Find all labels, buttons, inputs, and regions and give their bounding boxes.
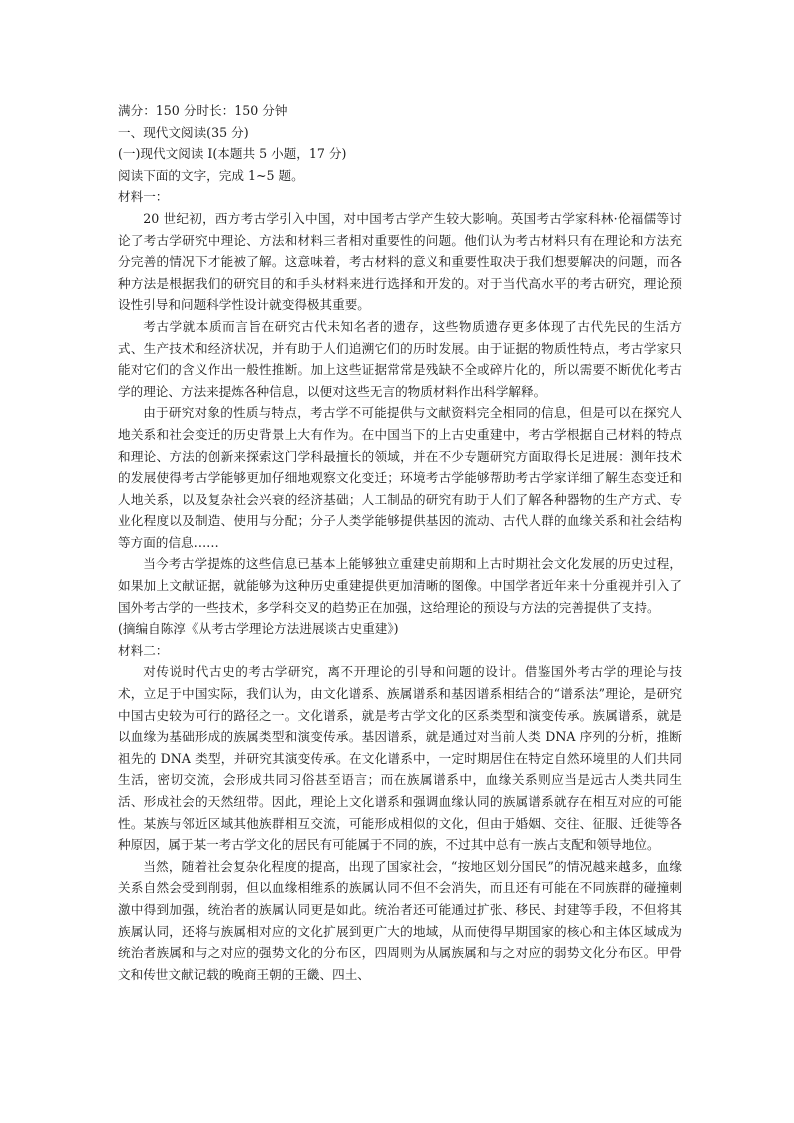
material-one-label: 材料一： [118, 189, 169, 205]
reading-instruction: 阅读下面的文字，完成 1~5 题。 [118, 167, 304, 183]
material-one-source: (摘编自陈淳《从考古学理论方法进展谈古史重建》) [118, 621, 399, 637]
score-time-line: 满分：150 分时长：150 分钟 [118, 103, 288, 118]
material-one-paragraph-1: 20 世纪初，西方考古学引入中国，对中国考古学产生较大影响。英国考古学家科林·伦福儒等讨论了考古学研究中理论、方法和材料三者相对重要性的问题。他们认为考古材料只有在理论和方法充分完善的情况下才能被了解。这意味着，考古材料的意义和重要性取决于我们想要解决的问题，而各种方法是根据我们的研究目的和手头材料来进行选择和开发的。对于当代高水平的考古研究，理论预设性引导和问题科学性设计就变得极其重要。 [118, 210, 682, 313]
material-two-label: 材料二： [118, 642, 169, 658]
material-one-paragraph-4: 当今考古学提炼的这些信息已基本上能够独立重建史前期和上古时期社会文化发展的历史过程，如果加上文献证据，就能够为这种历史重建提供更加清晰的图像。中国学者近年来十分重视并引入了国外考古学的一些技术，多学科交叉的趋势正在加强，这给理论的预设与方法的完善提供了支持。 [118, 556, 682, 615]
material-two-paragraph-1: 对传说时代古史的考古学研究，离不开理论的引导和问题的设计。借鉴国外考古学的理论与技术，立足于中国实际，我们认为，由文化谱系、族属谱系和基因谱系相结合的“谱系法”理论，是研究中国古史较为可行的路径之一。文化谱系，就是考古学文化的区系类型和演变传承。族属谱系，就是以血缘为基础形成的族属类型和演变传承。基因谱系，就是通过对当前人类 DNA 序列的分析，推断祖先的 DNA 类型，并研究其演变传承。在文化谱系中，一定时期居住在特定自然环境里的人们共同生活，密切交流，会形成共同习俗甚至语言；而在族属谱系中，血缘关系则应当是远古人类共同生活、形成社会的天然纽带。因此，理论上文化谱系和强调血缘认同的族属谱系就存在相互对应的可能性。某族与邻近区域其他族群相互交流，可能形成相似的文化，但由于婚姻、交往、征服、迁徙等各种原因，属于某一考古学文化的居民有可能属于不同的族，不过其中总有一族占支配和领导地位。 [118, 664, 682, 853]
material-two-paragraph-2: 当然，随着社会复杂化程度的提高，出现了国家社会，“按地区划分国民”的情况越来越多，血缘关系自然会受到削弱，但以血缘相维系的族属认同不但不会消失，而且还有可能在不同族群的碰撞刺激中得到加强，统治者的族属认同更是如此。统治者还可能通过扩张、移民、封建等手段，不但将其族属认同，还将与族属相对应的文化扩展到更广大的地域，从而使得早期国家的核心和主体区域成为统治者族属和与之对应的强势文化的分布区，四周则为从属族属和与之对应的弱势文化分布区。甲骨文和传世文献记载的晚商王朝的王畿、四土、 [118, 858, 682, 982]
material-one-paragraph-3: 由于研究对象的性质与特点，考古学不可能提供与文献资料完全相同的信息，但是可以在探究人地关系和社会变迁的历史背景上大有作为。在中国当下的上古史重建中，考古学根据自己材料的特点和理论、方法的创新来探索这门学科最擅长的领域，并在不少专题研究方面取得长足进展：测年技术的发展使得考古学能够更加仔细地观察文化变迁；环境考古学能够帮助考古学家详细了解生态变迁和人地关系，以及复杂社会兴衰的经济基础；人工制品的研究有助于人们了解各种器物的生产方式、专业化程度以及制造、使用与分配；分子人类学能够提供基因的流动、古代人群的血缘关系和社会结构等方面的信息…… [118, 405, 682, 550]
section-heading: 一、现代文阅读(35 分) [118, 124, 249, 140]
exam-page [118, 100, 682, 985]
material-one-paragraph-2: 考古学就本质而言旨在研究古代未知名者的遗存，这些物质遗存更多体现了古代先民的生活方式、生产技术和经济状况，并有助于人们追溯它们的历时发展。由于证据的物质性特点，考古学家只能对它们的含义作出一般性推断。加上这些证据常常是残缺不全或碎片化的，所以需要不断优化考古学的理论、方法来提炼各种信息，以便对这些无言的物质材料作出科学解释。 [118, 318, 682, 399]
subsection-heading: (一)现代文阅读 I(本题共 5 小题，17 分) [118, 146, 347, 162]
